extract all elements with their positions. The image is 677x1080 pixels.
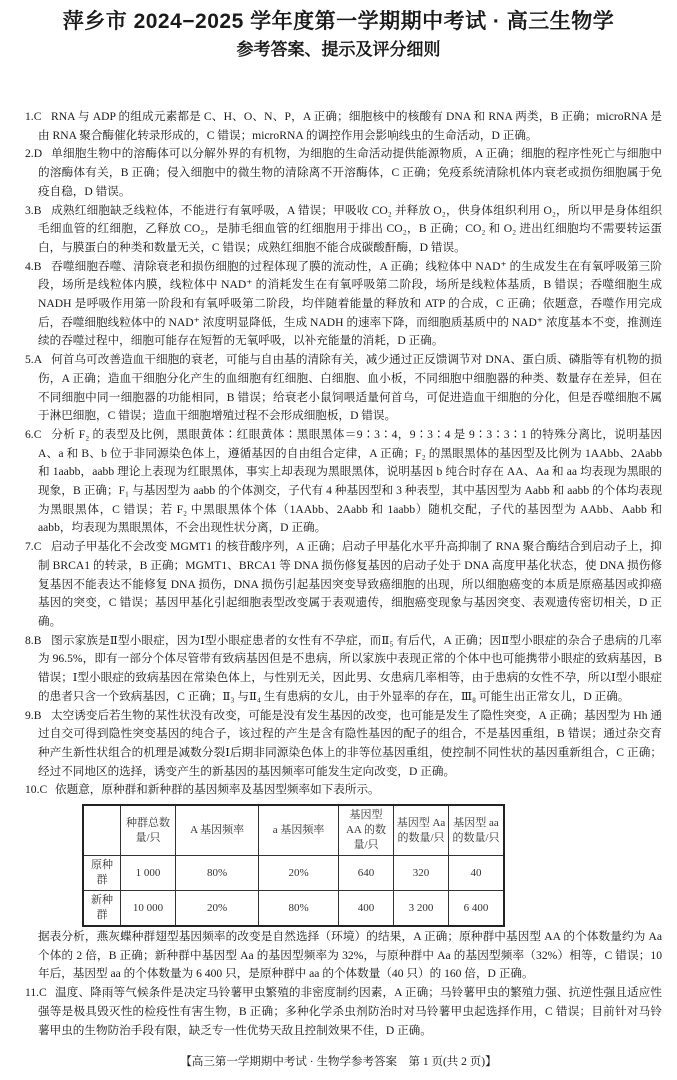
answer-explanation: 太空诱变后若生物的某性状没有改变，可能是没有发生基因的改变，也可能是发生了隐性突变，A 正确；基因型为 Hh 通过自交可得到隐性突变基因的纯合子，该过程的产生是含有隐性基因的配子的组合，不是基因重组，B 错误；通过杂交育种产生新性状组合的机理是减数分裂Ⅰ后期非同源染色体上的非等位基因重组，使控制不同性状的基因重新组合，C 正确；经过不同地区的选择，诱变产生的新基因的基因频率可能发生定向改变，D 正确。 [38, 708, 662, 778]
answer-number: 11.C [25, 986, 47, 1000]
table-cell: 6 400 [449, 891, 505, 927]
table-cell: 40 [449, 856, 505, 891]
answer-number: 1.C [25, 110, 42, 123]
answer-explanation: 单细胞生物中的溶酶体可以分解外界的有机物，为细胞的生命活动提供能源物质，A 正确；细胞的程序性死亡与细胞中的溶酶体有关，B 正确；侵入细胞中的微生物的清除离不开溶酶体，C 正确；免疫系统清除机体内衰老或损伤细胞属于免疫自稳，D 错误。 [38, 147, 662, 198]
table-header-cell: a 基因频率 [259, 805, 339, 856]
answer-item-8 [25, 632, 662, 707]
table-cell: 新种群 [83, 891, 121, 927]
page-footer: 【高三第一学期期中考试 · 生物学参考答案 第 1 页(共 2 页)】 [180, 1056, 497, 1069]
answer-number: 8.B [25, 633, 42, 647]
table-header-row [83, 805, 504, 856]
answer-item-5 [25, 351, 662, 426]
answer-explanation: 成熟红细胞缺乏线粒体，不能进行有氧呼吸，A 错误；甲吸收 CO₂ 并释放 O₂，供身体组织利用 O₂，所以甲是身体组织毛细血管的红细胞，乙释放 CO₂，是肺毛细血管的红细胞用于排出 CO₂，B 正确；CO₂ 和 O₂ 进出红细胞均不需要转运蛋白，与膜蛋白的种类和数量无关，C 错误；成熟红细胞不能合成碳酸酐酶，D 错误。 [38, 203, 662, 254]
answer-item-1 [25, 108, 662, 145]
answer-item-10 [25, 781, 662, 800]
table-cell: 400 [339, 891, 394, 927]
answer-number: 3.B [25, 203, 42, 217]
answer-explanation: 温度、降雨等气候条件是决定马铃薯甲虫繁殖的非密度制约因素，A 正确；马铃薯甲虫的繁殖力强、抗逆性强且适应性强等是极具毁灭性的检疫性有害生物，B 正确；多种化学杀虫剂防治时对马铃薯甲虫起选择作用，C 错误；目前针对马铃薯甲虫的生物防治手段有限，缺乏专一性优势天敌且控制效果不佳，D 正确。 [38, 986, 662, 1037]
answer-explanation: 依题意，原种群和新种群的基因频率及基因型频率如下表所示。 [55, 783, 380, 797]
table-analysis-text: 据表分析，燕灰蝶种群翅型基因频率的改变是自然选择（环境）的结果，A 正确；原种群中基因型 AA 的个体数量约为 Aa 个体的 2 倍，B 正确；新种群中基因型 Aa 的基因型频率为 32%，与原种群中 Aa 的基因型频率（32%）相等，C 错误；10 年后，基因型 aa 的个体数量为 6 400 只，是原种群中 aa 的个体数量（40 只）的 160 倍，D 正确。 [38, 930, 662, 981]
document-title: 萍乡市 2024−2025 学年度第一学期期中考试 · 高三生物学 [62, 10, 615, 33]
table-header-cell: A 基因频率 [176, 805, 259, 856]
table-cell: 640 [339, 856, 394, 891]
table-cell: 80% [259, 891, 339, 927]
table-cell: 20% [176, 891, 259, 927]
table-cell: 原种群 [83, 856, 121, 891]
table-header-cell: 基因型 aa 的数量/只 [449, 805, 505, 856]
answer-item-4 [25, 258, 662, 352]
answer-number: 7.C [25, 540, 42, 554]
table-header-cell: 基因型 Aa 的数量/只 [394, 805, 449, 856]
answer-number: 2.D [25, 147, 43, 161]
document-subtitle: 参考答案、提示及评分细则 [236, 40, 441, 59]
answer-item-9 [25, 707, 662, 782]
table-cell: 320 [394, 856, 449, 891]
answer-item-6 [25, 426, 662, 538]
answer-number: 6.C [25, 427, 42, 441]
answer-explanation: 分析 F₂ 的表型及比例，黑眼黄体∶红眼黄体∶黑眼黑体＝9∶3∶4，9∶3∶4 是 9∶3∶3∶1 的特殊分离比，说明基因 A、a 和 B、b 位于非同源染色体上，遵循基因的自由组合定律，A 正确；F₂ 的黑眼黑体的基因型及比例为 1AAbb、2Aabb 和 1aabb，aabb 理论上表现为红眼黑体，事实上却表现为黑眼黑体，说明基因 b 纯合时存在 AA、Aa 和 aa 均表现为黑眼的现象，B 正确；F₁ 与基因型为 aabb 的个体测交，子代有 4 种基因型和 3 种表型，其中基因型为 Aabb 和 aabb 的个体均表现为黑眼黑体，C 错误；若 F₂ 中黑眼黑体个体（1AAbb、2Aabb 和 1aabb）随机交配，子代的基因型为 AAbb、Aabb 和 aabb，均表现为黑眼黑体，不会出现性状分离，D 正确。 [38, 427, 662, 535]
table-cell: 10 000 [121, 891, 176, 927]
answer-number: 4.B [25, 259, 42, 273]
answer-explanation: 图示家族是Ⅱ型小眼症，因为Ⅰ型小眼症患者的女性有不孕症，而Ⅱ₅ 有后代，A 正确；因Ⅱ型小眼症的杂合子患病的几率为 96.5%，即有一部分个体尽管带有致病基因但是不患病，所以家族中表现正常的个体中也可能携带小眼症的致病基因，B 错误；Ⅰ型小眼症的致病基因在常染色体上，与性别无关，因此男、女患病几率相等，由于患病的女性不孕，所以Ⅰ型小眼症的患者只含一个致病基因，C 正确；Ⅱ₃ 与Ⅱ₄ 生有患病的女儿，由于外显率的存在，Ⅲ₈ 可能生出正常女儿，D 正确。 [38, 633, 662, 703]
answer-explanation: 吞噬细胞吞噬、清除衰老和损伤细胞的过程体现了膜的流动性，A 正确；线粒体中 NAD⁺ 的生成发生在有氧呼吸第三阶段，场所是线粒体内膜，线粒体中 NAD⁺ 的消耗发生在有氧呼吸第二阶段，场所是线粒体基质，B 错误；吞噬细胞生成 NADH 是呼吸作用第一阶段和有氧呼吸第二阶段，均伴随着能量的释放和 ATP 的合成，C 正确；依题意，吞噬作用完成后，吞噬细胞线粒体中的 NAD⁺ 浓度明显降低，生成 NADH 的速率下降，而细胞质基质中的 NAD⁺ 浓度基本不变，推测连续的吞噬过程中，细胞可能存在短暂的无氧呼吸，以补充能量的消耗，D 正确。 [38, 259, 662, 348]
answer-explanation: RNA 与 ADP 的组成元素都是 C、H、O、N、P，A 正确；细胞核中的核酸有 DNA 和 RNA 两类，B 正确；microRNA 是由 RNA 聚合酶催化转录形成的，C 错误；microRNA 的调控作用会影响线虫的生命活动，D 正确。 [38, 110, 662, 142]
answer-number: 10.C [25, 783, 48, 797]
table-header-cell [83, 805, 121, 856]
answer-item-11 [25, 984, 662, 1040]
table-row [83, 856, 504, 891]
table-header-cell: 种群总数量/只 [121, 805, 176, 856]
answer-item-7 [25, 538, 662, 632]
gene-frequency-table [82, 804, 505, 927]
answer-number: 9.B [25, 708, 42, 722]
answer-item-2 [25, 145, 662, 201]
table-cell: 80% [176, 856, 259, 891]
answer-list [25, 108, 662, 1040]
table-cell: 20% [259, 856, 339, 891]
table-row [83, 891, 504, 927]
table-header-cell: 基因型 AA 的数量/只 [339, 805, 394, 856]
table-cell: 3 200 [394, 891, 449, 927]
answer-explanation: 何首乌可改善造血干细胞的衰老，可能与自由基的清除有关，减少通过正反馈调节对 DNA、蛋白质、磷脂等有机物的损伤，A 正确；造血干细胞分化产生的血细胞有红细胞、白细胞、血小板，不同细胞中细胞器的种类、数量存在差异，但在不同细胞中同一细胞器的功能相同，B 错误；给衰老小鼠饲喂适量何首乌，可促进造血干细胞的分化，但是吞噬细胞不属于淋巴细胞，C 错误；造血干细胞增殖过程不会形成细胞板，D 错误。 [38, 353, 662, 423]
answer-item-3 [25, 202, 662, 258]
answer-explanation: 启动子甲基化不会改变 MGMT1 的核苷酸序列，A 正确；启动子甲基化水平升高抑制了 RNA 聚合酶结合到启动子上，抑制 BRCA1 的转录，B 正确；MGMT1、BRCA1 等 DNA 损伤修复基因的启动子处于 DNA 高度甲基化状态，使 DNA 损伤修复基因不能表达不能修复 DNA 损伤，DNA 损伤引起基因突变导致癌细胞的出现，所以细胞癌变的本质是原癌基因或抑癌基因的突变，C 错误；基因甲基化引起细胞表型改变属于表观遗传，细胞癌变现象与基因突变、表观遗传密切相关，D 正确。 [38, 540, 662, 628]
table-cell: 1 000 [121, 856, 176, 891]
answer-number: 5.A [25, 353, 43, 367]
